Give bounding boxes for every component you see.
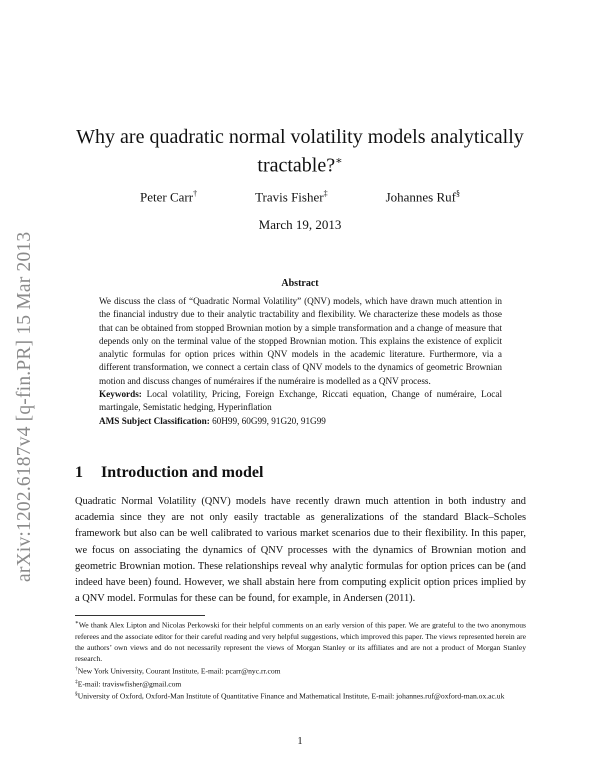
footnote-text: E-mail: traviswfisher@gmail.com bbox=[77, 679, 182, 689]
footnote-mark: ∗ bbox=[75, 620, 79, 626]
title-text: Why are quadratic normal volatility models analytically tractable? bbox=[76, 126, 524, 177]
abstract-body bbox=[99, 295, 502, 428]
section-title: Introduction and model bbox=[101, 464, 264, 481]
paper-date: March 19, 2013 bbox=[258, 217, 342, 232]
section-number: 1 bbox=[75, 464, 83, 481]
author bbox=[386, 189, 460, 205]
author bbox=[255, 189, 328, 205]
ams-label: AMS Subject Classification: bbox=[99, 415, 210, 426]
section-heading bbox=[75, 464, 535, 482]
footnote-text: New York University, Courant Institute, E-mail: pcarr@nyc.rr.com bbox=[77, 666, 281, 676]
footnote bbox=[75, 618, 526, 664]
keywords-line bbox=[99, 388, 502, 415]
footnote-text: We thank Alex Lipton and Nicolas Perkowski for their helpful comments on an early version of this paper. We are grateful to the two anonymous referees and the associate editor for their careful reading and very helpful suggestions, which improved this paper. The views represented herein are the authors’ own views and do not necessarily represent the views of Morgan Stanley or its affiliates and are not a product of Morgan Stanley research. bbox=[75, 620, 526, 663]
author-name: Johannes Ruf bbox=[385, 189, 456, 205]
footnote bbox=[75, 677, 526, 690]
author-footnote-mark: † bbox=[193, 189, 198, 198]
ams-line bbox=[99, 415, 502, 428]
author-name: Travis Fisher bbox=[255, 189, 324, 205]
author-name: Peter Carr bbox=[140, 189, 194, 205]
title-footnote-mark: ∗ bbox=[335, 155, 343, 167]
footnote-rule bbox=[75, 615, 205, 616]
keywords-label: Keywords: bbox=[99, 389, 142, 400]
footnote-mark: § bbox=[75, 691, 78, 698]
author-footnote-mark: § bbox=[456, 189, 460, 198]
footnote-mark: † bbox=[75, 665, 78, 672]
arxiv-identifier: arXiv:1202.6187v4 [q-fin.PR] 15 Mar 2013 bbox=[14, 231, 35, 582]
keywords-text: Local volatility, Pricing, Foreign Exchange, Riccati equation, Change of numéraire, Local martingale, Semistatic hedging, Hyperinflation bbox=[99, 389, 502, 413]
author bbox=[140, 189, 197, 205]
ams-text: 60H99, 60G99, 91G20, 91G99 bbox=[209, 415, 326, 426]
footnote bbox=[75, 689, 526, 702]
footnote-mark: ‡ bbox=[75, 678, 78, 685]
introduction-body bbox=[75, 494, 526, 607]
paper-title bbox=[60, 125, 540, 178]
intro-paragraph: Quadratic Normal Volatility (QNV) models have recently drawn much attention in both industry and academia since they are not only easily tractable as generalizations of the standard Black–Scholes framework but also can be well calibrated to various market scenarios due to their flexibility. In this paper, we focus on associating the dynamics of QNV processes with the dynamics of Brownian motion and geometric Brownian motion. These relationships reveal why analytic formulas for option prices can be (and indeed have been) found. However, we shall abstain here from computing explicit option prices implied by a QNV model. Formulas for these can be found, for example, in Andersen (2011). bbox=[75, 496, 526, 605]
abstract-text: We discuss the class of “Quadratic Normal Volatility” (QNV) models, which have drawn much attention in the financial industry due to their analytic tractability and flexibility. We characterize these models as those that can be obtained from stopped Brownian motion by a simple transformation and a change of measure that depends only on the terminal value of the stopped Brownian motion. This explains the existence of explicit analytic formulas for option prices within QNV models in the academic literature. Furthermore, via a different transformation, we connect a certain class of QNV models to the dynamics of geometric Brownian motion and discuss changes of numéraires if the numéraire is modelled as a QNV process. bbox=[99, 296, 502, 386]
author-list bbox=[140, 189, 460, 205]
footnotes bbox=[75, 618, 526, 702]
abstract-heading: Abstract bbox=[281, 278, 319, 289]
footnote-text: University of Oxford, Oxford-Man Institute of Quantitative Finance and Mathematical Institute, E-mail: johannes.ruf@oxford-man.ox.ac.uk bbox=[77, 691, 505, 701]
page-number: 1 bbox=[297, 736, 303, 747]
author-footnote-mark: ‡ bbox=[323, 189, 328, 198]
footnote bbox=[75, 664, 526, 677]
